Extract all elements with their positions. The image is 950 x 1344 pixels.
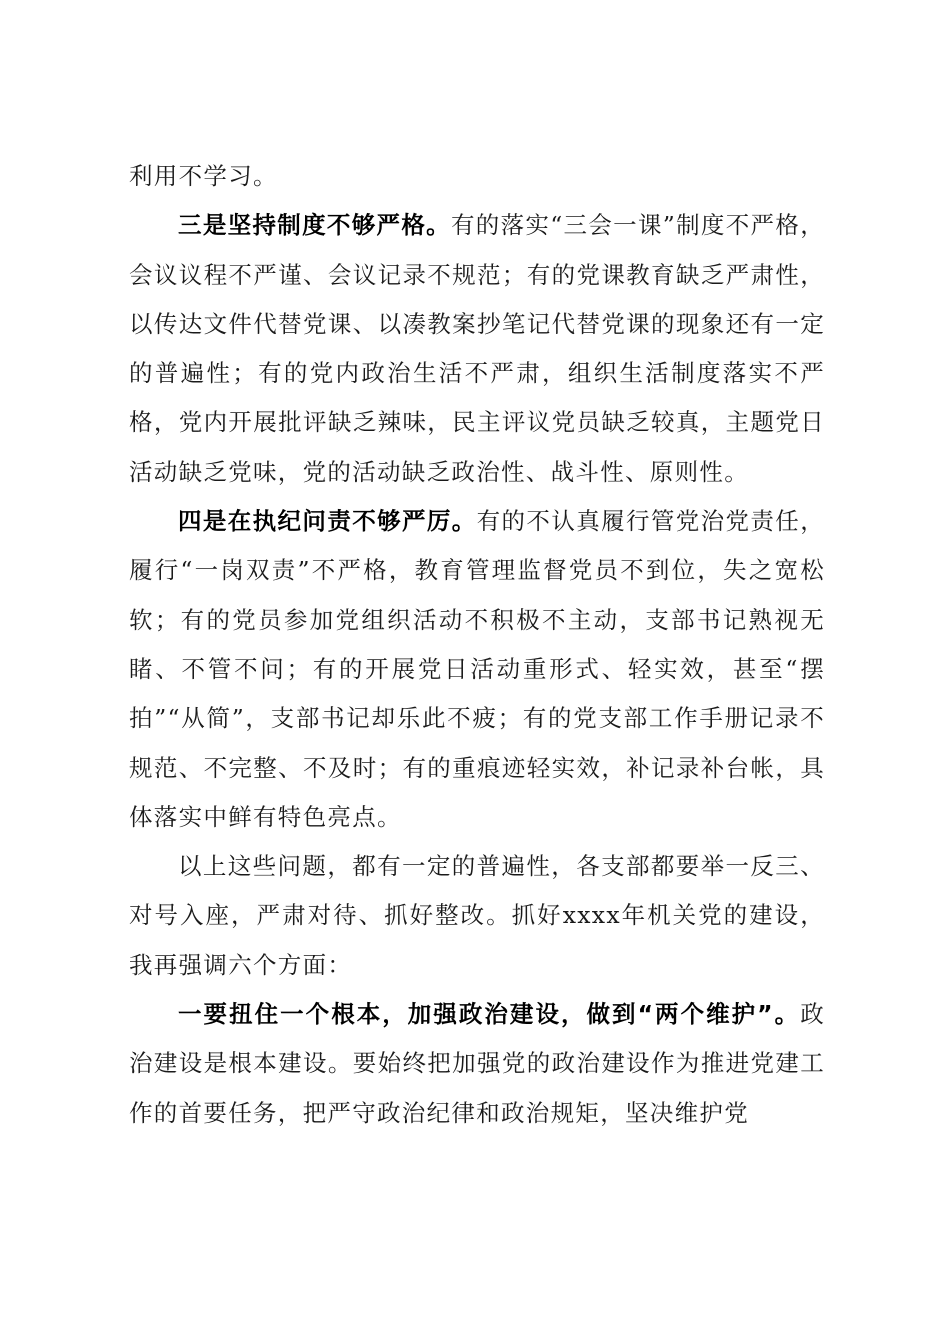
paragraph-text: 政治建设是根本建设。要始终把加强党的政治建设作为推进党建工作的首要任务，把严守政治纪律和政治规矩，坚决维护党 — [129, 1000, 825, 1127]
paragraph-heading: 四是在执纪问责不够严厉。 — [178, 507, 477, 536]
paragraph-text: 以上这些问题，都有一定的普遍性，各支部都要举一反三、对号入座，严肃对待、抓好整改。抓好xxxx年机关党的建设，我再强调六个方面： — [129, 852, 825, 979]
paragraph-continuation — [129, 152, 825, 201]
paragraph-political-building — [129, 990, 825, 1138]
paragraph-text: 有的落实“三会一课”制度不严格，会议议程不严谨、会议记录不规范；有的党课教育缺乏严肃性，以传达文件代替党课、以凑教案抄笔记代替党课的现象还有一定的普遍性；有的党内政治生活不严肃，组织生活制度落实不严格，党内开展批评缺乏辣味，民主评议党员缺乏较真，主题党日活动缺乏党味，党的活动缺乏政治性、战斗性、原则性。 — [129, 211, 825, 486]
paragraph-text: 利用不学习。 — [129, 162, 278, 190]
paragraph-heading: 三是坚持制度不够严格。 — [178, 211, 451, 240]
paragraph-text: 有的不认真履行管党治党责任，履行“一岗双责”不严格，教育管理监督党员不到位，失之宽松软；有的党员参加党组织活动不积极不主动，支部书记熟视无睹、不管不问；有的开展党日活动重形式、轻实效，甚至“摆拍”“从简”，支部书记却乐此不疲；有的党支部工作手册记录不规范、不完整、不及时；有的重痕迹轻实效，补记录补台帐，具体落实中鲜有特色亮点。 — [129, 507, 825, 831]
paragraph-discipline-accountability — [129, 497, 825, 842]
document-body — [129, 152, 825, 1138]
paragraph-system-strictness — [129, 201, 825, 497]
paragraph-heading: 一要扭住一个根本，加强政治建设，做到“两个维护”。 — [178, 1000, 801, 1029]
paragraph-summary — [129, 842, 825, 990]
